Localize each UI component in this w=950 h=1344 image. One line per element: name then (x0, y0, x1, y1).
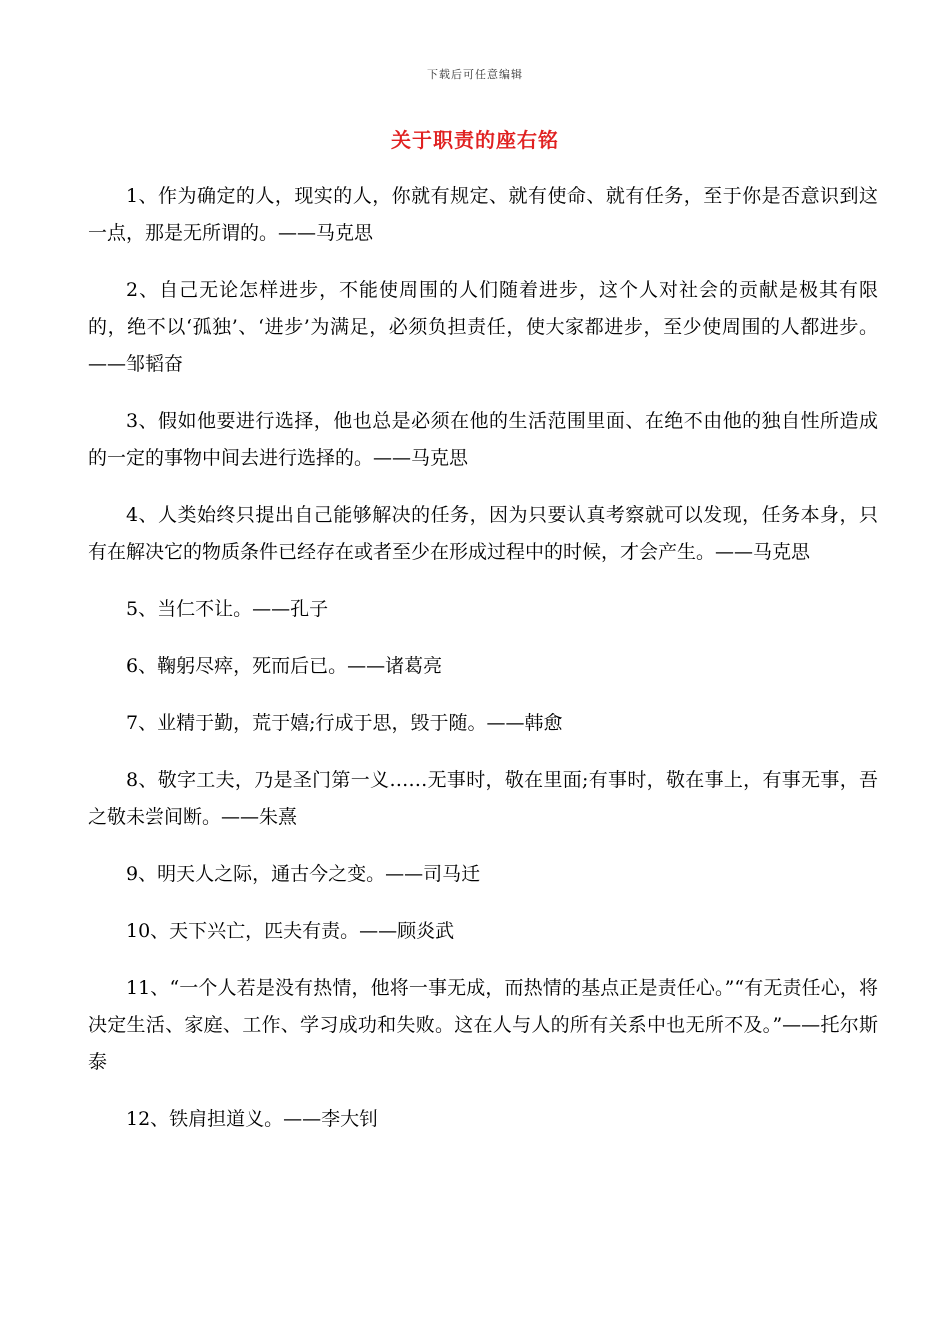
quote-paragraph-10: 10、天下兴亡，匹夫有责。——顾炎武 (126, 920, 455, 942)
quote-paragraph-4: 4、人类始终只提出自己能够解决的任务，因为只要认真考察就可以发现，任务本身，只有在解决它的物质条件已经存在或者至少在形成过程中的时候，才会产生。——马克思 (88, 504, 878, 563)
quote-paragraph-6: 6、鞠躬尽瘁，死而后已。——诸葛亮 (126, 655, 443, 677)
quote-paragraph-7: 7、业精于勤，荒于嬉;行成于思，毁于随。——韩愈 (126, 712, 563, 734)
document-body (88, 178, 878, 1158)
quote-paragraph-12: 12、铁肩担道义。——李大钊 (126, 1108, 379, 1130)
quote-paragraph-5: 5、当仁不让。——孔子 (126, 598, 329, 620)
quote-paragraph-3: 3、假如他要进行选择，他也总是必须在他的生活范围里面、在绝不由他的独自性所造成的一定的事物中间去进行选择的。——马克思 (88, 410, 878, 469)
header-note: 下载后可任意编辑 (427, 68, 523, 81)
quote-paragraph-11: 11、“一个人若是没有热情，他将一事无成，而热情的基点正是责任心。”“有无责任心，将决定生活、家庭、工作、学习成功和失败。这在人与人的所有关系中也无所不及。”——托尔斯泰 (88, 977, 878, 1073)
document-title: 关于职责的座右铭 (391, 128, 559, 152)
quote-paragraph-2: 2、自己无论怎样进步，不能使周围的人们随着进步，这个人对社会的贡献是极其有限的，绝不以‘孤独’、‘进步’为满足，必须负担责任，使大家都进步，至少使周围的人都进步。——邹韬奋 (88, 279, 878, 375)
quote-paragraph-1: 1、作为确定的人，现实的人，你就有规定、就有使命、就有任务，至于你是否意识到这一点，那是无所谓的。——马克思 (88, 185, 878, 244)
quote-paragraph-8: 8、敬字工夫，乃是圣门第一义……无事时，敬在里面;有事时，敬在事上，有事无事，吾之敬未尝间断。——朱熹 (88, 769, 878, 828)
quote-paragraph-9: 9、明天人之际，通古今之变。——司马迁 (126, 863, 481, 885)
